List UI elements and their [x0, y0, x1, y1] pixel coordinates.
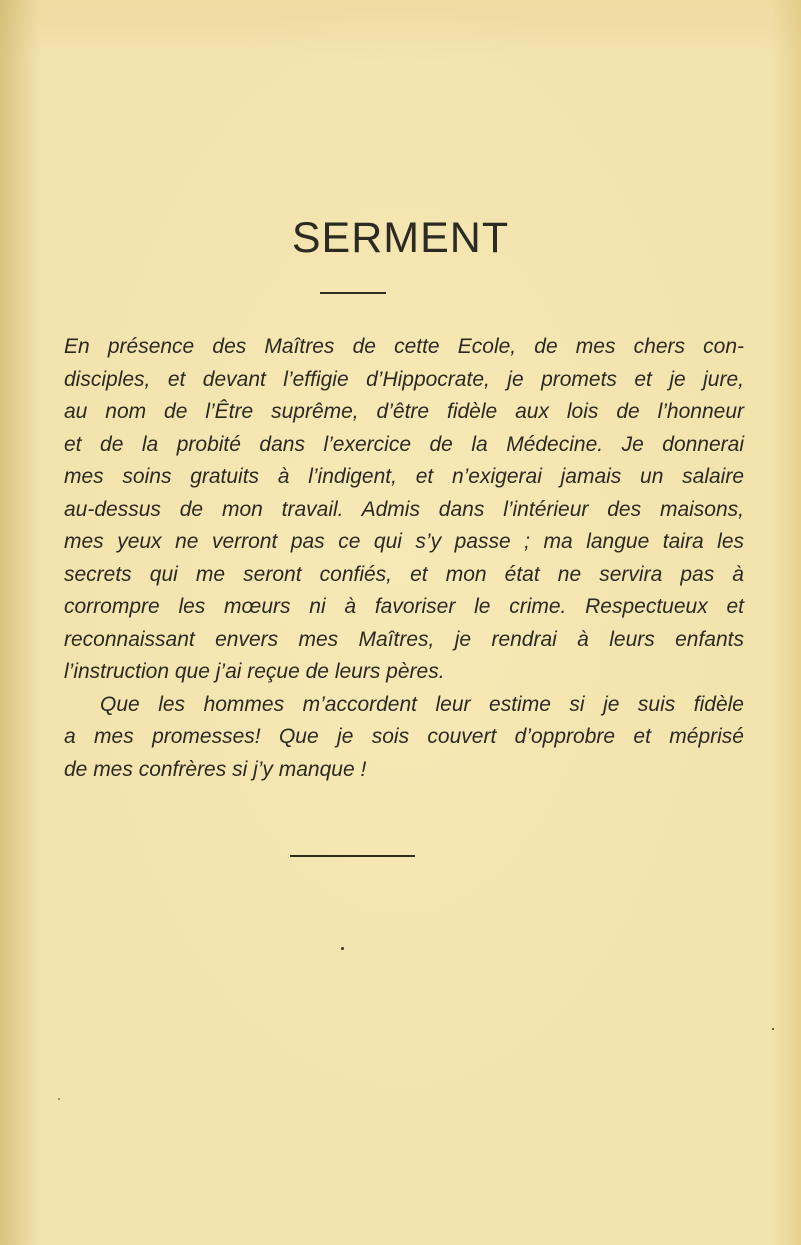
oath-text: [64, 331, 744, 786]
paper-speck: [772, 1028, 774, 1030]
oath-line: reconnaissant envers mes Maîtres, je rendrai à leurs enfants: [64, 627, 744, 651]
oath-line: Que les hommes m’accordent leur estime si je suis fidèle: [100, 692, 744, 716]
paper-speck: [58, 1098, 60, 1100]
paper-speck: [341, 947, 344, 950]
page-title: SERMENT: [291, 214, 510, 262]
closing-divider: [290, 855, 415, 857]
oath-line: mes yeux ne verront pas ce qui s’y passe ; ma langue taira les: [64, 530, 744, 553]
oath-line: secrets qui me seront confiés, et mon état ne servira pas à: [64, 562, 744, 586]
oath-line: En présence des Maîtres de cette Ecole, de mes chers con-: [64, 335, 744, 358]
oath-line: et de la probité dans l’exercice de la Médecine. Je donnerai: [64, 432, 744, 456]
oath-line: de mes confrères si j’y manque !: [64, 757, 367, 781]
oath-line: corrompre les mœurs ni à favoriser le crime. Respectueux et: [64, 595, 744, 618]
oath-line: mes soins gratuits à l’indigent, et n’exigerai jamais un salaire: [64, 465, 744, 488]
oath-line: a mes promesses! Que je sois couvert d’opprobre et méprisé: [64, 725, 744, 748]
title-divider: [320, 292, 386, 294]
oath-line: disciples, et devant l’effigie d’Hippocrate, je promets et je jure,: [64, 367, 744, 391]
oath-line: l’instruction que j’ai reçue de leurs pères.: [64, 660, 445, 683]
oath-line: au-dessus de mon travail. Admis dans l’intérieur des maisons,: [64, 497, 744, 521]
oath-line: au nom de l’Être suprême, d’être fidèle aux lois de l’honneur: [64, 400, 744, 423]
